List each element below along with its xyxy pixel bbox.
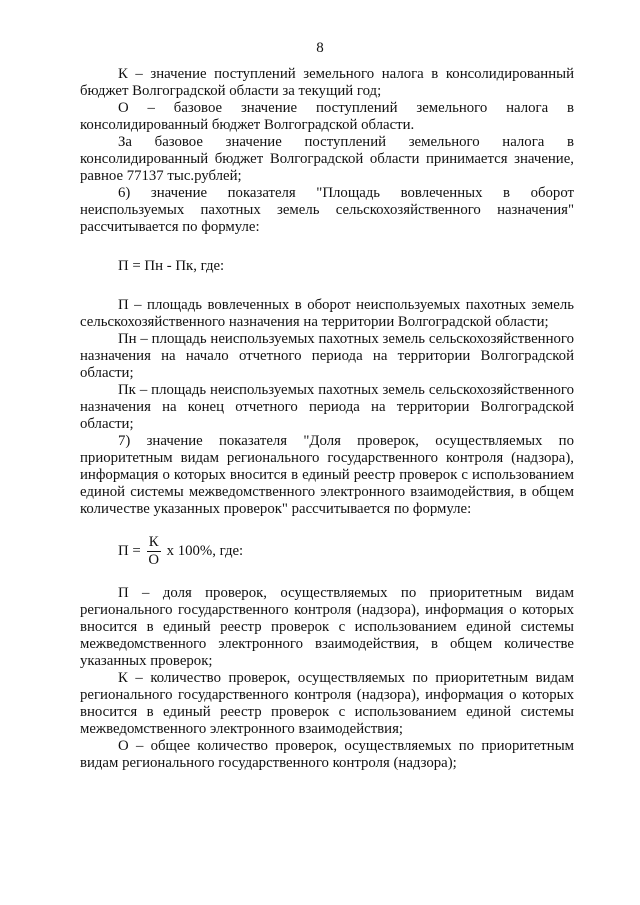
paragraph-item-6: 6) значение показателя "Площадь вовлеченных в оборот неиспользуемых пахотных земель сельскохозяйственного назначения" рассчитывается по формуле:	[80, 185, 574, 235]
paragraph-base-value: За базовое значение поступлений земельного налога в консолидированный бюджет Волгоградской области принимается значение, равное 77137 тыс.рублей;	[80, 134, 574, 184]
formula-area: П = Пн - Пк, где:	[118, 258, 225, 274]
formula-denominator: О	[148, 552, 160, 568]
formula-lhs: П =	[118, 543, 141, 559]
paragraph-o-definition: О – базовое значение поступлений земельного налога в консолидированный бюджет Волгоградской области.	[80, 100, 574, 133]
paragraph-item-7: 7) значение показателя "Доля проверок, осуществляемых по приоритетным видам регионального государственного контроля (надзора), информация о которых вносится в единый реестр проверок с использованием единой системы межведомственного электронного взаимодействия, в общем количестве указанных проверок" рассчитывается по формуле:	[80, 433, 574, 517]
paragraph-k-definition: К – значение поступлений земельного налога в консолидированный бюджет Волгоградской области за текущий год;	[80, 66, 574, 99]
page-number: 8	[316, 40, 324, 56]
formula-share	[80, 534, 574, 569]
paragraph-pn: Пн – площадь неиспользуемых пахотных земель сельскохозяйственного назначения на начало отчетного периода на территории Волгоградской области;	[80, 331, 574, 381]
paragraph-k-count: К – количество проверок, осуществляемых по приоритетным видам регионального государственного контроля (надзора), информация о которых вносится в единый реестр проверок с использованием единой системы межведомственного электронного взаимодействия;	[80, 670, 574, 737]
document-body	[80, 66, 574, 772]
paragraph-pk: Пк – площадь неиспользуемых пахотных земель сельскохозяйственного назначения на конец отчетного периода на территории Волгоградской области;	[80, 382, 574, 432]
formula-fraction	[147, 534, 161, 569]
formula-numerator: К	[148, 534, 159, 550]
formula-rhs: х 100%, где:	[166, 543, 244, 559]
paragraph-p-share: П – доля проверок, осуществляемых по приоритетным видам регионального государственного контроля (надзора), информация о которых вносится в единый реестр проверок с использованием единой системы межведомственного электронного взаимодействия, в общем количестве указанных проверок;	[80, 585, 574, 669]
paragraph-p-area: П – площадь вовлеченных в оборот неиспользуемых пахотных земель сельскохозяйственного назначения на территории Волгоградской области;	[80, 297, 574, 330]
paragraph-o-total: О – общее количество проверок, осуществляемых по приоритетным видам регионального государственного контроля (надзора);	[80, 738, 574, 771]
